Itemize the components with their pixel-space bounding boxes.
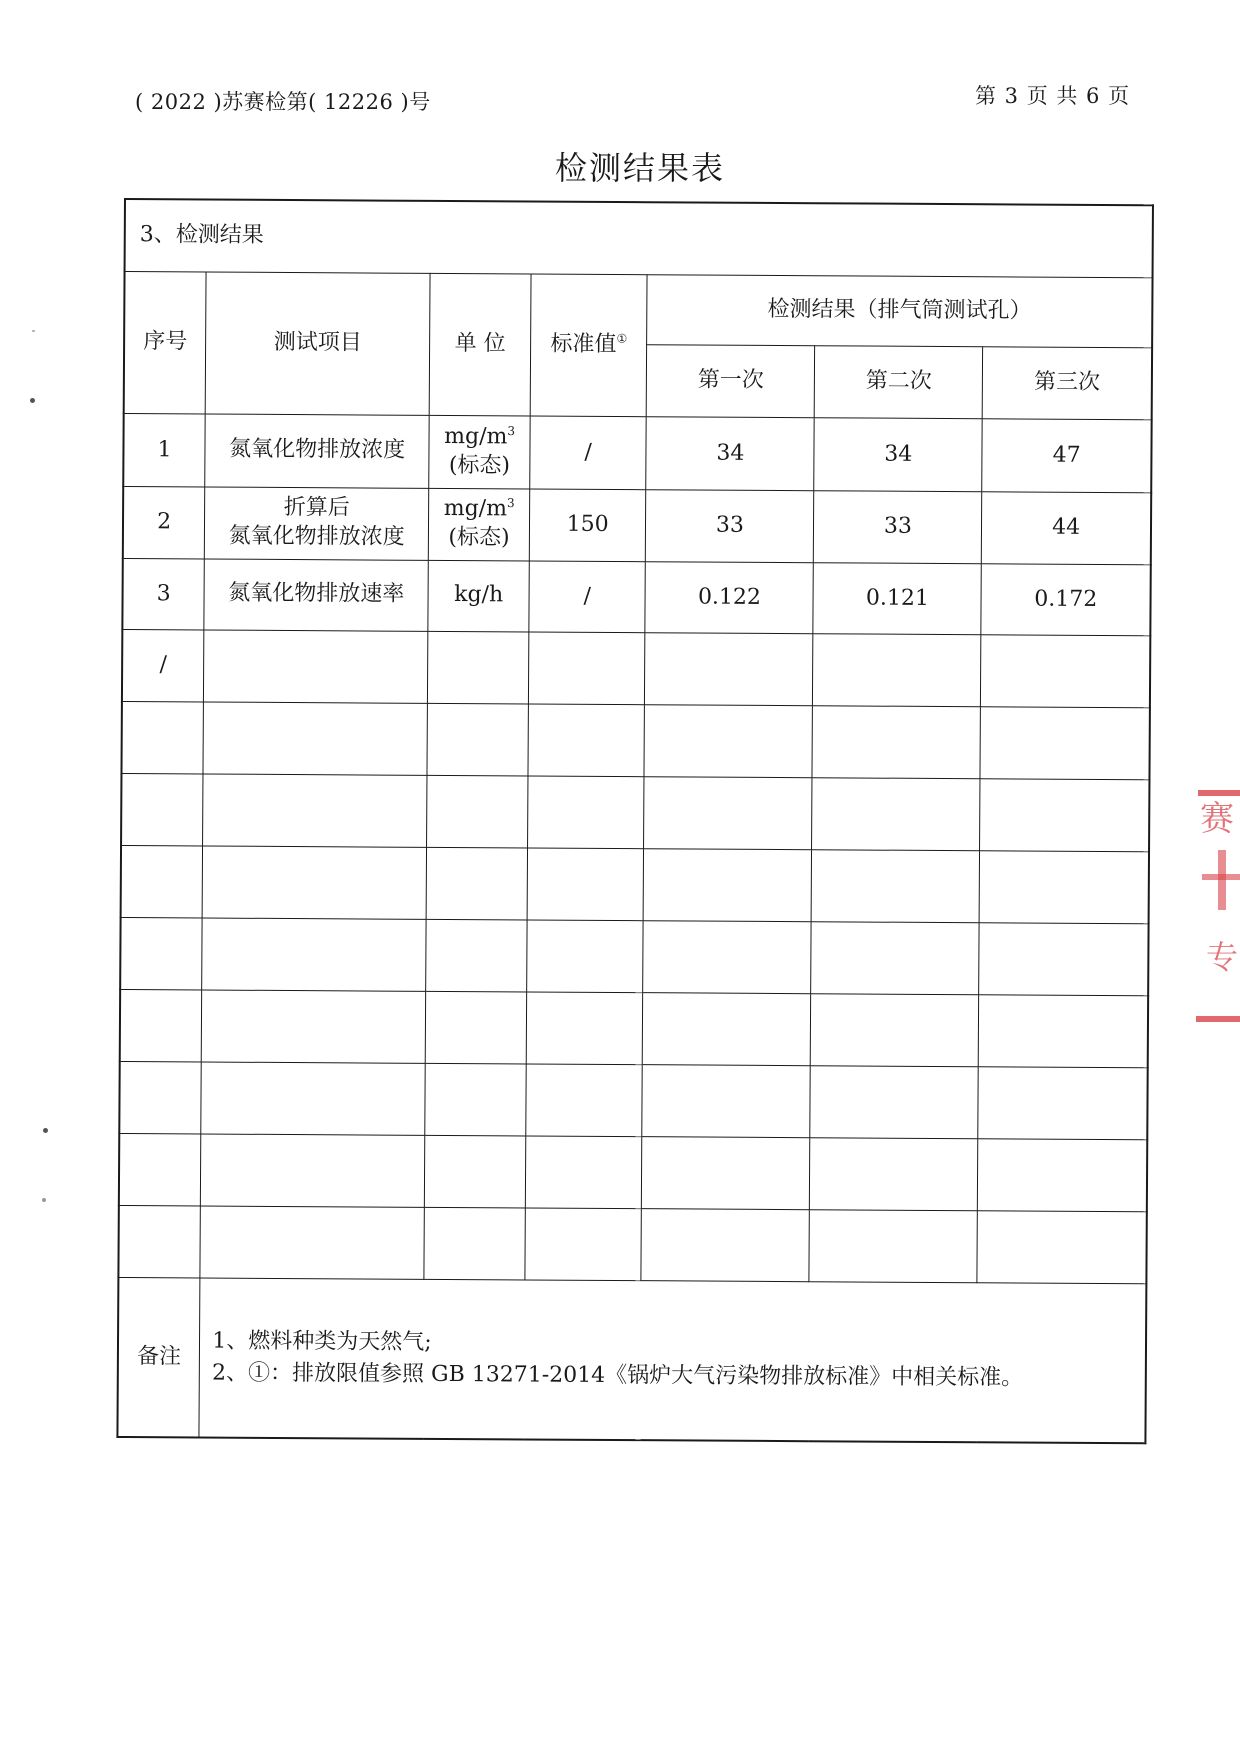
scan-speck [42, 1198, 46, 1202]
row-standard [528, 631, 645, 704]
row-unit: $mg/m^3$ (标态) [429, 415, 530, 489]
results-table [116, 198, 1154, 1444]
notes-content [199, 1277, 1146, 1443]
row-second: 0.121 [813, 562, 981, 634]
row-first [645, 632, 813, 705]
row-third: 44 [982, 491, 1152, 564]
header-second: 第二次 [815, 345, 983, 418]
seal-stamp [1192, 790, 1240, 1030]
notes-row [117, 1277, 1146, 1443]
header-item: 测试项目 [205, 272, 430, 415]
row-third: 47 [982, 418, 1152, 492]
scan-speck [43, 1128, 48, 1133]
empty-row [119, 1133, 1147, 1211]
row-seq: 1 [123, 413, 205, 486]
row-unit [428, 631, 529, 704]
empty-row [120, 989, 1148, 1067]
table-row [122, 558, 1150, 635]
row-third: 0.172 [981, 563, 1151, 635]
row-first: 34 [646, 416, 814, 490]
section-title: 3、检测结果 [125, 199, 1153, 277]
empty-row [119, 1061, 1147, 1139]
page-title: 检测结果表 [554, 149, 725, 187]
table-row [123, 486, 1151, 564]
row-second: 34 [814, 417, 982, 491]
row-standard: / [529, 560, 646, 632]
header-first: 第一次 [647, 344, 815, 417]
header-unit: 单 位 [429, 273, 531, 416]
row-second [813, 633, 981, 706]
row-first: 33 [646, 489, 814, 562]
header-results-group: 检测结果（排气筒测试孔） [647, 274, 1152, 347]
header-third: 第三次 [983, 346, 1153, 419]
row-standard: 150 [529, 488, 646, 561]
row-third [981, 634, 1151, 707]
svg-text:专: 专 [1206, 938, 1239, 976]
report-number: ( 2022 )苏赛检第( 12226 )号 [135, 90, 431, 114]
empty-row [120, 917, 1148, 995]
row-seq: / [122, 629, 204, 701]
empty-row [121, 701, 1149, 779]
svg-text:赛: 赛 [1200, 799, 1234, 839]
row-item: 氮氧化物排放速率 [204, 558, 428, 630]
row-item [204, 629, 428, 702]
note-line-2: 2、①：排放限值参照 GB 13271-2014《锅炉大气污染物排放标准》中相关标准。 [211, 1360, 1024, 1391]
row-item: 氮氧化物排放浓度 [205, 414, 429, 488]
row-unit: kg/h [428, 560, 529, 632]
header-standard: 标准值① [530, 273, 647, 416]
row-first: 0.122 [645, 561, 813, 633]
empty-row [121, 773, 1149, 851]
row-seq: 3 [122, 558, 204, 629]
empty-row [121, 845, 1149, 923]
note-line-1: 1、燃料种类为天然气; [212, 1328, 432, 1355]
footnote-mark: ① [616, 331, 628, 346]
notes-label: 备注 [117, 1277, 200, 1437]
row-seq: 2 [123, 486, 205, 558]
page-info: 第 3 页 共 6 页 [975, 84, 1131, 108]
row-standard: / [530, 415, 647, 489]
row-second: 33 [814, 490, 982, 563]
table-row [122, 629, 1150, 707]
empty-row [118, 1205, 1146, 1283]
header-seq: 序号 [124, 271, 207, 413]
scan-speck [30, 398, 35, 403]
row-item: 折算后 氮氧化物排放浓度 [205, 487, 429, 560]
table-row [123, 413, 1151, 492]
scan-speck [32, 330, 35, 332]
row-unit: $mg/m^3$ (标态) [428, 488, 529, 561]
